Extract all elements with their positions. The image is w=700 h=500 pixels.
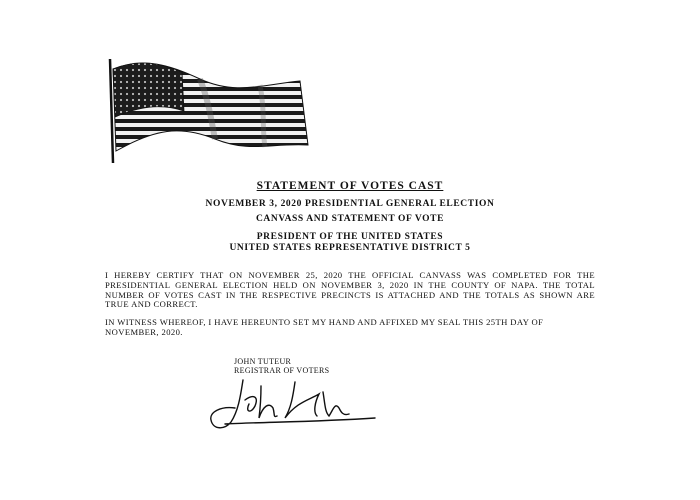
canvass-subtitle: CANVASS AND STATEMENT OF VOTE [255,214,445,224]
certification-paragraph: I HEREBY CERTIFY THAT ON NOVEMBER 25, 2020 THE OFFICIAL CANVASS WAS COMPLETED FOR THE PRESIDENTIAL GENERAL ELECTION HELD ON NOVEMBER 3, 2020 IN THE COUNTY OF NAPA. THE TOTAL NUMBER OF VOTES CAST IN THE RESPECTIVE PRECINCTS IS ATTACHED AND THE TOTALS AS SHOWN ARE TRUE AND CORRECT. [105,270,595,310]
office-subtitle-representative: UNITED STATES REPRESENTATIVE DISTRICT 5 [229,243,471,253]
document-title: STATEMENT OF VOTES CAST [256,180,444,192]
flag-icon [100,55,315,165]
signer-name: JOHN TUTEUR [234,357,292,366]
handwritten-signature [205,372,380,437]
office-subtitle-president: PRESIDENT OF THE UNITED STATES [256,232,444,242]
election-subtitle: NOVEMBER 3, 2020 PRESIDENTIAL GENERAL ELECTION [205,199,495,209]
witness-paragraph: IN WITNESS WHEREOF, I HAVE HEREUNTO SET MY HAND AND AFFIXED MY SEAL THIS 25TH DAY OF NOVEMBER, 2020. [105,317,544,337]
signer-title: REGISTRAR OF VOTERS [234,366,330,375]
